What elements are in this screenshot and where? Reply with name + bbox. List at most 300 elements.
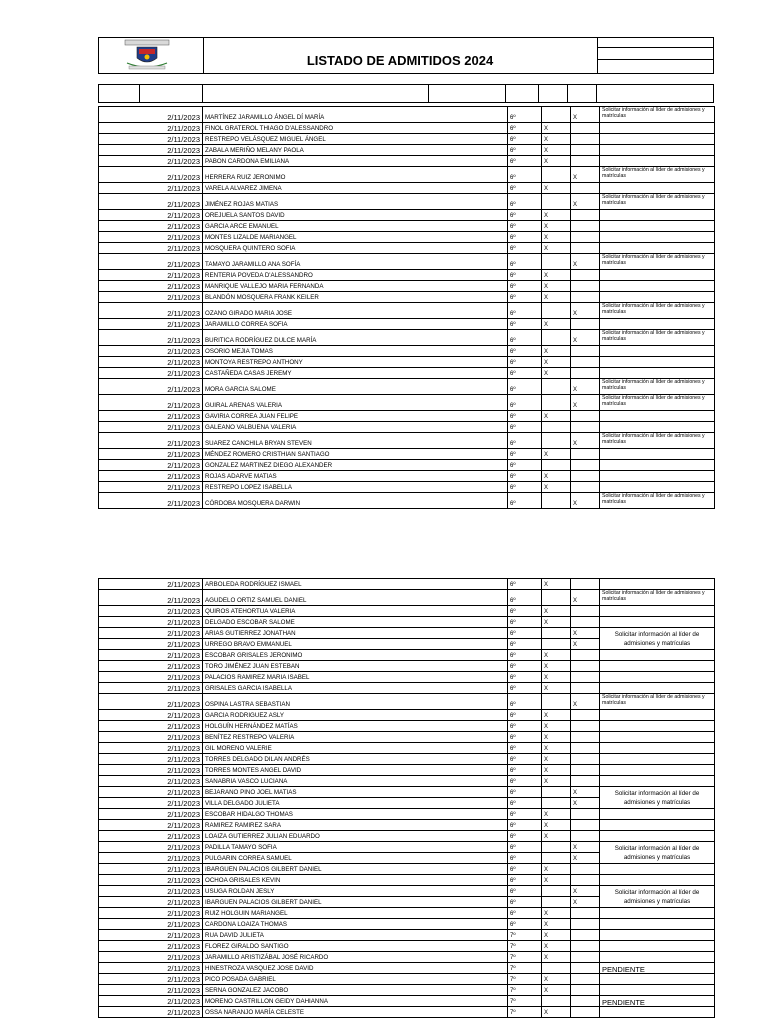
table-row — [99, 1007, 715, 1018]
observation-cell — [600, 368, 715, 379]
table-row — [99, 449, 715, 460]
table-row — [99, 493, 715, 509]
date-cell: 2/11/2023 — [99, 694, 203, 710]
pending-mark-cell — [571, 460, 600, 471]
date-cell: 2/11/2023 — [99, 776, 203, 787]
student-name-cell: JARAMILLO ARISTIZÁBAL JOSÉ RICARDO — [203, 952, 508, 963]
date-cell: 2/11/2023 — [99, 985, 203, 996]
observation-cell — [600, 449, 715, 460]
grade-cell: 6º — [508, 243, 542, 254]
date-cell: 2/11/2023 — [99, 672, 203, 683]
observation-cell — [600, 809, 715, 820]
pending-mark-cell — [571, 357, 600, 368]
pending-mark-cell: X — [571, 194, 600, 210]
table-row — [99, 864, 715, 875]
student-name-cell: LOAIZA GUTIERREZ JULIAN EDUARDO — [203, 831, 508, 842]
observation-cell: PENDIENTE — [600, 963, 715, 974]
pending-mark-cell: X — [571, 853, 600, 864]
pending-mark-cell — [571, 661, 600, 672]
date-cell: 2/11/2023 — [99, 156, 203, 167]
grade-cell: 6º — [508, 875, 542, 886]
student-name-cell: RUA DAVID JULIETA — [203, 930, 508, 941]
student-name-cell: TORRES DELGADO DILAN ANDRÉS — [203, 754, 508, 765]
student-name-cell: RUIZ HOLGUIN MARIANGEL — [203, 908, 508, 919]
admitted-mark-cell: X — [542, 710, 571, 721]
pending-mark-cell — [571, 963, 600, 974]
admitted-mark-cell: X — [542, 145, 571, 156]
student-name-cell: MANRIQUE VALLEJO MARIA FERNANDA — [203, 281, 508, 292]
table-row — [99, 908, 715, 919]
table-row — [99, 721, 715, 732]
student-name-cell: GAVIRIA CORREA JUAN FELIPE — [203, 411, 508, 422]
observation-cell — [600, 650, 715, 661]
pending-mark-cell: X — [571, 330, 600, 346]
observation-cell: Solicitar información al líder de admisiones y matrículas — [600, 590, 715, 606]
observation-cell — [600, 875, 715, 886]
observation-cell — [600, 134, 715, 145]
admitted-mark-cell — [542, 379, 571, 395]
table-row — [99, 107, 715, 123]
student-name-cell: OCHOA GRISALES KEVIN — [203, 875, 508, 886]
admitted-mark-cell: X — [542, 683, 571, 694]
observation-cell — [600, 123, 715, 134]
table-row — [99, 270, 715, 281]
student-name-cell: BENÍTEZ RESTREPO VALERIA — [203, 732, 508, 743]
grade-cell: 6º — [508, 194, 542, 210]
grade-cell: 6º — [508, 908, 542, 919]
student-name-cell: IBARGUEN PALACIOS GILBERT DANIEL — [203, 864, 508, 875]
date-cell: 2/11/2023 — [99, 194, 203, 210]
table-row — [99, 941, 715, 952]
date-cell: 2/11/2023 — [99, 661, 203, 672]
pending-mark-cell — [571, 809, 600, 820]
grade-cell: 6º — [508, 183, 542, 194]
table-row — [99, 661, 715, 672]
grade-cell: 6º — [508, 650, 542, 661]
admitted-mark-cell — [542, 639, 571, 650]
student-name-cell: IBARGUEN PALACIOS GILBERT DANIEL — [203, 897, 508, 908]
admitted-mark-cell — [542, 303, 571, 319]
student-name-cell: HOLGUÍN HERNÁNDEZ MATÍAS — [203, 721, 508, 732]
table-row — [99, 809, 715, 820]
table-row — [99, 650, 715, 661]
grade-cell: 6º — [508, 831, 542, 842]
table-row — [99, 694, 715, 710]
student-name-cell: OSORIO MEJIA TOMAS — [203, 346, 508, 357]
grade-cell: 6º — [508, 433, 542, 449]
date-cell: 2/11/2023 — [99, 886, 203, 897]
table-row — [99, 254, 715, 270]
date-cell: 2/11/2023 — [99, 710, 203, 721]
pending-mark-cell — [571, 221, 600, 232]
admitted-mark-cell: X — [542, 270, 571, 281]
date-cell: 2/11/2023 — [99, 145, 203, 156]
grade-cell: 6º — [508, 683, 542, 694]
table-row — [99, 974, 715, 985]
observation-cell: Solicitar información al líder de admisiones y matrículas — [600, 493, 715, 509]
admitted-mark-cell: X — [542, 606, 571, 617]
grade-cell: 6º — [508, 330, 542, 346]
table-row — [99, 368, 715, 379]
student-name-cell: MOSQUERA QUINTERO SOFIA — [203, 243, 508, 254]
pending-mark-cell — [571, 123, 600, 134]
table-row — [99, 330, 715, 346]
observation-cell — [600, 579, 715, 590]
observation-cell — [600, 1007, 715, 1018]
table-row — [99, 820, 715, 831]
pending-mark-cell — [571, 1007, 600, 1018]
admitted-mark-cell — [542, 590, 571, 606]
date-cell: 2/11/2023 — [99, 639, 203, 650]
date-cell: 2/11/2023 — [99, 471, 203, 482]
admitted-mark-cell: X — [542, 721, 571, 732]
pending-mark-cell — [571, 765, 600, 776]
date-cell: 2/11/2023 — [99, 232, 203, 243]
column-header-cell — [567, 84, 597, 103]
admitted-mark-cell — [542, 433, 571, 449]
student-name-cell: ZABALA MERIÑO MELANY PAOLA — [203, 145, 508, 156]
date-cell: 2/11/2023 — [99, 754, 203, 765]
date-cell: 2/11/2023 — [99, 974, 203, 985]
grade-cell: 6º — [508, 254, 542, 270]
observation-cell — [600, 743, 715, 754]
student-name-cell: MÉNDEZ ROMERO CRISTHIAN SANTIAGO — [203, 449, 508, 460]
table-row — [99, 985, 715, 996]
date-cell: 2/11/2023 — [99, 346, 203, 357]
observation-cell — [600, 346, 715, 357]
table-row — [99, 281, 715, 292]
date-cell: 2/11/2023 — [99, 996, 203, 1007]
table-row — [99, 433, 715, 449]
date-cell: 2/11/2023 — [99, 617, 203, 628]
grade-cell: 7º — [508, 974, 542, 985]
column-header-cell — [428, 84, 506, 103]
date-cell: 2/11/2023 — [99, 919, 203, 930]
student-name-cell: FINOL GRATEROL THIAGO D'ALESSANDRO — [203, 123, 508, 134]
admitted-mark-cell: X — [542, 123, 571, 134]
pending-mark-cell: X — [571, 897, 600, 908]
observation-cell — [600, 908, 715, 919]
table-row — [99, 606, 715, 617]
student-name-cell: PALACIOS RAMIREZ MARIA ISABEL — [203, 672, 508, 683]
date-cell: 2/11/2023 — [99, 842, 203, 853]
pending-mark-cell — [571, 134, 600, 145]
date-cell: 2/11/2023 — [99, 167, 203, 183]
pending-mark-cell — [571, 281, 600, 292]
admitted-mark-cell: X — [542, 471, 571, 482]
student-name-cell: CÓRDOBA MOSQUERA DARWIN — [203, 493, 508, 509]
student-name-cell: SUAREZ CANCHILA BRYAN STEVEN — [203, 433, 508, 449]
observation-cell — [600, 156, 715, 167]
pending-mark-cell — [571, 683, 600, 694]
date-cell: 2/11/2023 — [99, 482, 203, 493]
observation-cell — [600, 754, 715, 765]
date-cell: 2/11/2023 — [99, 606, 203, 617]
table-row — [99, 754, 715, 765]
date-cell: 2/11/2023 — [99, 732, 203, 743]
observation-cell — [600, 765, 715, 776]
admitted-mark-cell: X — [542, 210, 571, 221]
student-name-cell: GALEANO VALBUENA VALERIA — [203, 422, 508, 433]
pending-mark-cell — [571, 292, 600, 303]
admitted-mark-cell: X — [542, 579, 571, 590]
student-name-cell: ESCOBAR HIDALGO THOMAS — [203, 809, 508, 820]
pending-mark-cell — [571, 411, 600, 422]
pending-mark-cell — [571, 270, 600, 281]
date-cell: 2/11/2023 — [99, 1007, 203, 1018]
observation-cell: Solicitar información al líder de admisiones y matrículas — [600, 787, 715, 809]
observation-cell — [600, 661, 715, 672]
grade-cell: 6º — [508, 482, 542, 493]
table-row — [99, 776, 715, 787]
document-header — [98, 37, 714, 74]
table-row — [99, 672, 715, 683]
date-cell: 2/11/2023 — [99, 579, 203, 590]
grade-cell: 7º — [508, 1007, 542, 1018]
date-cell: 2/11/2023 — [99, 303, 203, 319]
table-row — [99, 963, 715, 974]
pending-mark-cell — [571, 941, 600, 952]
grade-cell: 6º — [508, 281, 542, 292]
grade-cell: 7º — [508, 930, 542, 941]
table-row — [99, 590, 715, 606]
table-row — [99, 460, 715, 471]
observation-cell — [600, 672, 715, 683]
grade-cell: 6º — [508, 579, 542, 590]
date-cell: 2/11/2023 — [99, 952, 203, 963]
student-name-cell: GARCIA RODRIGUEZ ASLY — [203, 710, 508, 721]
table-row — [99, 875, 715, 886]
column-header-cell — [538, 84, 568, 103]
date-cell: 2/11/2023 — [99, 650, 203, 661]
table-row — [99, 183, 715, 194]
student-name-cell: MONTES LIZALDE MARIANGEL — [203, 232, 508, 243]
grade-cell: 6º — [508, 809, 542, 820]
pending-mark-cell: X — [571, 379, 600, 395]
admitted-mark-cell: X — [542, 809, 571, 820]
pending-mark-cell — [571, 776, 600, 787]
date-cell: 2/11/2023 — [99, 221, 203, 232]
table-row — [99, 482, 715, 493]
grade-cell: 6º — [508, 710, 542, 721]
student-name-cell: ESCOBAR GRISALES JERONIMO — [203, 650, 508, 661]
admitted-mark-cell — [542, 787, 571, 798]
student-name-cell: OSPINA LASTRA SEBASTIAN — [203, 694, 508, 710]
admitted-mark-cell — [542, 963, 571, 974]
student-name-cell: GARCIA ARCE EMANUEL — [203, 221, 508, 232]
observation-cell — [600, 243, 715, 254]
admitted-mark-cell: X — [542, 346, 571, 357]
pending-mark-cell: X — [571, 694, 600, 710]
observation-cell — [600, 919, 715, 930]
admitted-mark-cell: X — [542, 243, 571, 254]
observation-cell — [600, 183, 715, 194]
student-name-cell: ARIAS GUTIERREZ JONATHAN — [203, 628, 508, 639]
table-row — [99, 156, 715, 167]
date-cell: 2/11/2023 — [99, 853, 203, 864]
table-row — [99, 617, 715, 628]
pending-mark-cell — [571, 974, 600, 985]
pending-mark-cell — [571, 210, 600, 221]
student-name-cell: ROJAS ADARVE MATIAS — [203, 471, 508, 482]
grade-cell: 6º — [508, 346, 542, 357]
grade-cell: 6º — [508, 694, 542, 710]
admitted-mark-cell: X — [542, 875, 571, 886]
admitted-mark-cell: X — [542, 221, 571, 232]
table-row — [99, 123, 715, 134]
pending-mark-cell — [571, 864, 600, 875]
pending-mark-cell — [571, 471, 600, 482]
admitted-mark-cell: X — [542, 820, 571, 831]
pending-mark-cell — [571, 232, 600, 243]
student-name-cell: BEJARANO PINO JOEL MATIAS — [203, 787, 508, 798]
student-name-cell: GONZALEZ MARTINEZ DIEGO ALEXANDER — [203, 460, 508, 471]
column-header-cell — [202, 84, 429, 103]
pending-mark-cell — [571, 831, 600, 842]
grade-cell: 6º — [508, 167, 542, 183]
date-cell: 2/11/2023 — [99, 422, 203, 433]
date-cell: 2/11/2023 — [99, 590, 203, 606]
admitted-mark-cell: X — [542, 319, 571, 330]
date-cell: 2/11/2023 — [99, 820, 203, 831]
observation-cell — [600, 281, 715, 292]
date-cell: 2/11/2023 — [99, 743, 203, 754]
observation-cell: Solicitar información al líder de admisiones y matrículas — [600, 433, 715, 449]
pending-mark-cell — [571, 243, 600, 254]
table-row — [99, 395, 715, 411]
date-cell: 2/11/2023 — [99, 963, 203, 974]
grade-cell: 6º — [508, 156, 542, 167]
observation-cell — [600, 864, 715, 875]
pending-mark-cell: X — [571, 254, 600, 270]
pending-mark-cell — [571, 875, 600, 886]
date-cell: 2/11/2023 — [99, 368, 203, 379]
table-row — [99, 579, 715, 590]
student-name-cell: BURITICA RODRÍGUEZ DULCE MARÍA — [203, 330, 508, 346]
pending-mark-cell — [571, 908, 600, 919]
admitted-mark-cell: X — [542, 765, 571, 776]
grade-cell: 6º — [508, 672, 542, 683]
table-row — [99, 743, 715, 754]
student-name-cell: RESTREPO LOPEZ ISABELLA — [203, 482, 508, 493]
grade-cell: 6º — [508, 639, 542, 650]
observation-cell — [600, 210, 715, 221]
student-name-cell: VILLA DELGADO JULIETA — [203, 798, 508, 809]
student-name-cell: RESTREPO VELÁSQUEZ MIGUEL ÁNGEL — [203, 134, 508, 145]
table-row — [99, 628, 715, 639]
grade-cell: 6º — [508, 864, 542, 875]
admitted-mark-cell: X — [542, 482, 571, 493]
grade-cell: 7º — [508, 985, 542, 996]
student-name-cell: MONTOYA RESTREPO ANTHONY — [203, 357, 508, 368]
table-row — [99, 787, 715, 798]
grade-cell: 6º — [508, 368, 542, 379]
admitted-mark-cell — [542, 194, 571, 210]
pending-mark-cell — [571, 754, 600, 765]
admitted-mark-cell: X — [542, 411, 571, 422]
table-row — [99, 243, 715, 254]
table-row — [99, 919, 715, 930]
admitted-mark-cell: X — [542, 650, 571, 661]
admitted-mark-cell: X — [542, 281, 571, 292]
observation-cell — [600, 471, 715, 482]
student-name-cell: VARELA ALVAREZ JIMENA — [203, 183, 508, 194]
table-row — [99, 842, 715, 853]
student-name-cell: PABON CARDONA EMILIANA — [203, 156, 508, 167]
date-cell: 2/11/2023 — [99, 908, 203, 919]
grade-cell: 6º — [508, 853, 542, 864]
column-header-row — [98, 84, 714, 103]
date-cell: 2/11/2023 — [99, 270, 203, 281]
pending-mark-cell: X — [571, 493, 600, 509]
date-cell: 2/11/2023 — [99, 210, 203, 221]
student-name-cell: HINESTROZA VASQUEZ JOSE DAVID — [203, 963, 508, 974]
admitted-mark-cell: X — [542, 1007, 571, 1018]
observation-cell — [600, 422, 715, 433]
pending-mark-cell: X — [571, 787, 600, 798]
table-row — [99, 303, 715, 319]
pending-mark-cell — [571, 145, 600, 156]
admitted-mark-cell — [542, 886, 571, 897]
admitted-mark-cell — [542, 254, 571, 270]
table-row — [99, 411, 715, 422]
observation-cell: Solicitar información al líder de admisiones y matrículas — [600, 330, 715, 346]
school-logo — [99, 38, 204, 73]
student-name-cell: OSSA NARANJO MARÍA CELESTE — [203, 1007, 508, 1018]
grade-cell: 7º — [508, 963, 542, 974]
pending-mark-cell — [571, 346, 600, 357]
grade-cell: 6º — [508, 471, 542, 482]
grade-cell: 7º — [508, 952, 542, 963]
student-name-cell: QUIROS ATEHORTUA VALERIA — [203, 606, 508, 617]
admitted-mark-cell: X — [542, 449, 571, 460]
column-header-cell — [596, 84, 714, 103]
column-header-cell — [505, 84, 539, 103]
pending-mark-cell: X — [571, 395, 600, 411]
grade-cell: 6º — [508, 107, 542, 123]
observation-cell — [600, 145, 715, 156]
table-row — [99, 952, 715, 963]
student-name-cell: AGUDELO ORTIZ SAMUEL DANIEL — [203, 590, 508, 606]
grade-cell: 6º — [508, 210, 542, 221]
pending-mark-cell: X — [571, 639, 600, 650]
page-title: LISTADO DE ADMITIDOS 2024 — [203, 38, 598, 73]
grade-cell: 6º — [508, 270, 542, 281]
admitted-mark-cell — [542, 107, 571, 123]
table-row — [99, 319, 715, 330]
table-row — [99, 765, 715, 776]
admitted-mark-cell — [542, 897, 571, 908]
pending-mark-cell — [571, 710, 600, 721]
grade-cell: 6º — [508, 886, 542, 897]
date-cell: 2/11/2023 — [99, 683, 203, 694]
observation-cell — [600, 232, 715, 243]
student-name-cell: HERRERA RUIZ JERONIMO — [203, 167, 508, 183]
grade-cell: 6º — [508, 460, 542, 471]
table-row — [99, 710, 715, 721]
observation-cell — [600, 617, 715, 628]
pending-mark-cell — [571, 579, 600, 590]
admitted-mark-cell: X — [542, 754, 571, 765]
table-row — [99, 996, 715, 1007]
grade-cell: 6º — [508, 776, 542, 787]
student-name-cell: USUGA ROLDAN JESLY — [203, 886, 508, 897]
admitted-mark-cell: X — [542, 292, 571, 303]
admitted-mark-cell: X — [542, 930, 571, 941]
date-cell: 2/11/2023 — [99, 319, 203, 330]
student-name-cell: ARBOLEDA RODRÍGUEZ ISMAEL — [203, 579, 508, 590]
admitted-mark-cell: X — [542, 985, 571, 996]
